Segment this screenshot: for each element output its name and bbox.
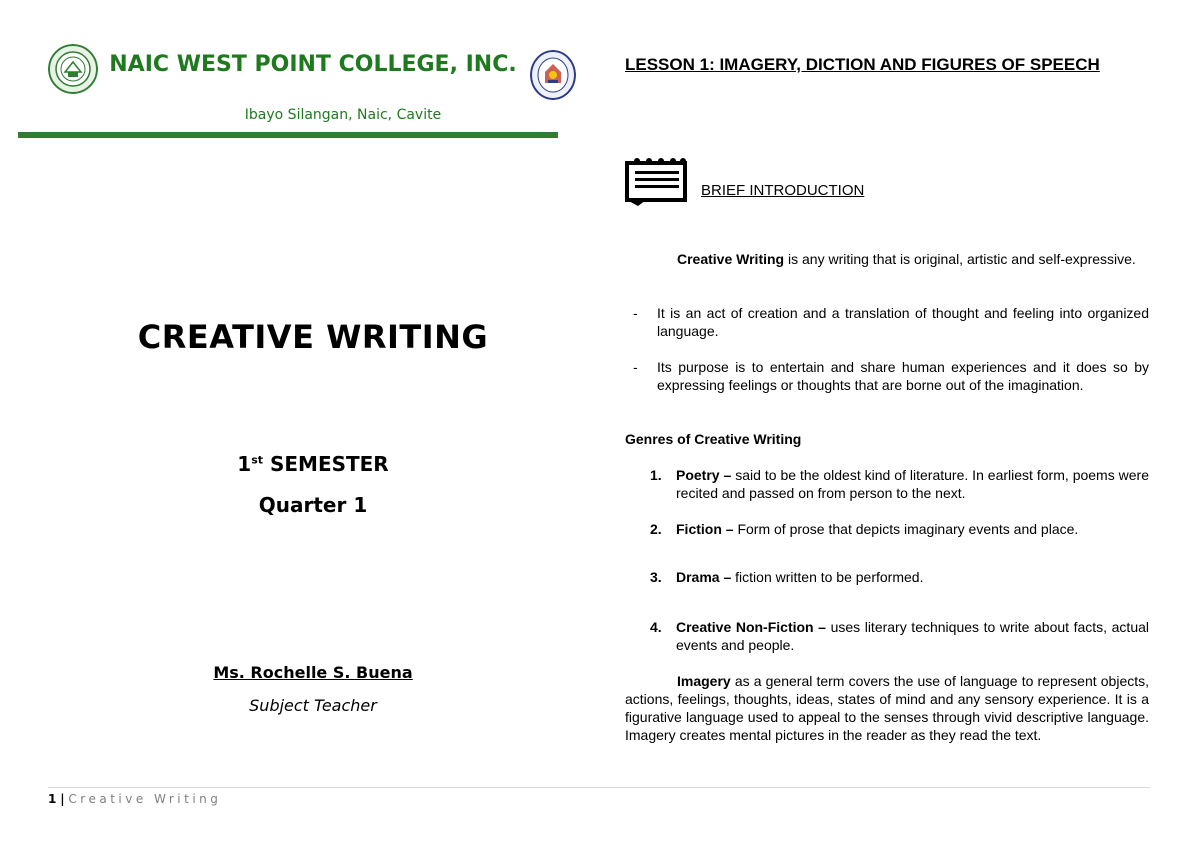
semester-number: 1	[237, 452, 252, 476]
genre-item	[676, 466, 1149, 502]
genre-item	[676, 568, 1149, 586]
genre-text: uses literary techniques to write about facts, actual events and people.	[676, 619, 1150, 653]
teacher-role: Subject Teacher	[249, 696, 377, 715]
bullet-marker: -	[633, 359, 638, 375]
college-address: Ibayo Silangan, Naic, Cavite	[244, 107, 442, 123]
deped-seal-icon	[530, 50, 576, 100]
page-number: 1	[48, 792, 57, 806]
college-seal-icon	[48, 44, 98, 94]
teacher-name: Ms. Rochelle S. Buena	[213, 663, 413, 682]
footer-title: Creative Writing	[68, 792, 222, 806]
bullet-text: It is an act of creation and a translation of thought and feeling into organized language.	[657, 305, 1149, 339]
genre-item	[676, 520, 1149, 538]
imagery-term: Imagery	[677, 673, 731, 689]
college-name: NAIC WEST POINT COLLEGE, INC.	[109, 52, 517, 77]
bullet-marker: -	[633, 305, 638, 321]
definition-text: is any writing that is original, artistic and self-expressive.	[788, 251, 1136, 267]
footer-divider	[48, 787, 1150, 788]
semester-label	[18, 452, 608, 476]
genre-term: Poetry –	[676, 467, 732, 483]
genre-text: fiction written to be performed.	[735, 569, 924, 585]
genre-text: Form of prose that depicts imaginary events and place.	[737, 521, 1079, 537]
genres-heading: Genres of Creative Writing	[625, 431, 802, 447]
genre-number: 3.	[650, 569, 662, 585]
bullet-text: Its purpose is to entertain and share human experiences and it does so by expressing feelings or thoughts that are borne out of the imagination.	[657, 359, 1149, 393]
genre-term: Creative Non-Fiction –	[676, 619, 826, 635]
genre-text: said to be the oldest kind of literature. In earliest form, poems were recited and passed on from person to the next.	[676, 467, 1149, 501]
definition-paragraph	[625, 250, 1149, 268]
imagery-paragraph	[625, 672, 1149, 744]
header-divider	[18, 132, 558, 138]
genre-item	[676, 618, 1149, 654]
definition-term: Creative Writing	[677, 251, 785, 267]
page-footer	[48, 792, 221, 806]
section-heading: BRIEF INTRODUCTION	[701, 182, 865, 199]
cover-title: CREATIVE WRITING	[137, 318, 489, 356]
genre-number: 4.	[650, 619, 662, 635]
lesson-title: LESSON 1: IMAGERY, DICTION AND FIGURES OF SPEECH	[625, 55, 1100, 74]
genre-number: 2.	[650, 521, 662, 537]
genre-number: 1.	[650, 467, 662, 483]
footer-separator: |	[60, 792, 65, 806]
genre-term: Fiction –	[676, 521, 734, 537]
genre-term: Drama –	[676, 569, 732, 585]
quarter-label: Quarter 1	[258, 493, 368, 517]
semester-word: SEMESTER	[269, 452, 389, 476]
notepad-icon	[624, 156, 690, 206]
semester-suffix: st	[251, 453, 263, 467]
imagery-text: as a general term covers the use of language to represent objects, actions, feelings, thoughts, ideas, states of mind and any sensory experience. It is a figurative language used to appeal to the senses through vivid descriptive language. Imagery creates mental pictures in the reader as they read the text.	[625, 673, 1150, 743]
